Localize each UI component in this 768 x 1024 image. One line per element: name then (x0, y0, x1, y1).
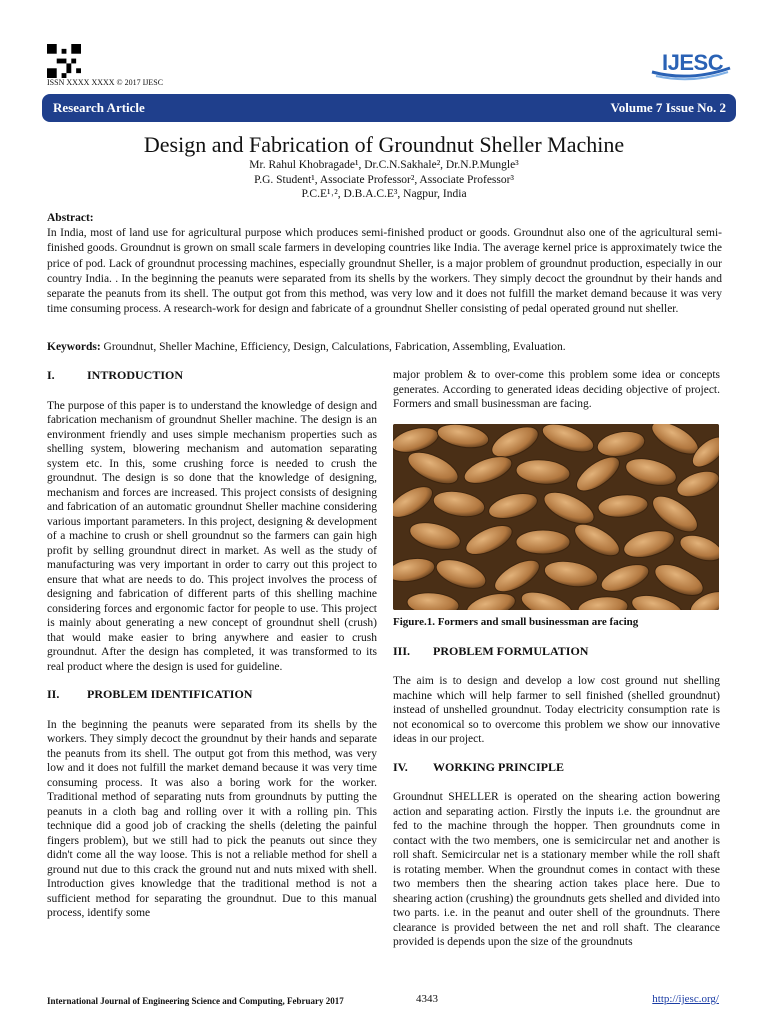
section-number: II. (47, 687, 60, 701)
section-title: PROBLEM FORMULATION (433, 643, 589, 658)
section-heading-problem-formulation (393, 644, 720, 659)
figure-caption: Figure.1. Formers and small businessman are facing (393, 616, 639, 628)
abstract (47, 211, 722, 317)
section-number: III. (393, 643, 411, 658)
article-type: Research Article (53, 100, 145, 115)
section-heading-working-principle (393, 760, 720, 775)
author-roles: P.G. Student¹, Associate Professor², Associate Professor³ (254, 173, 514, 186)
section-title: WORKING PRINCIPLE (433, 759, 565, 774)
groundnuts-photo (393, 424, 719, 610)
section-heading-problem-identification (47, 687, 377, 702)
problem-formulation-text: The aim is to design and develop a low cost ground nut shelling machine which will help farmer to sell finished (shelled groundnut) instead of unshelled groundnut. Today electricity consumption rate is not economical so to overcome this problem we show our innovative ideas in our project. (393, 675, 720, 745)
section-number: IV. (393, 759, 408, 774)
logo-text: IJESC (662, 50, 724, 75)
problem-continuation-text: major problem & to over-come this problem some idea or concepts generates. According to generated ideas deciding objective of project. Formers and small businessman are facing. (393, 369, 720, 410)
issn-line: ISSN XXXX XXXX © 2017 IJESC (47, 78, 164, 87)
working-principle-text: Groundnut SHELLER is operated on the shearing action bowering action and separating action. Firstly the inputs i.e. the groundnut are fed to the machine through the hopper. Then groundnuts come in contact with the two members, one is semicircular net and another is roll shaft. Semicircular net is a stationary member while the roll shaft is rotating member. When the groundnut comes in contact with these two members then the shearing action takes place here. Due to shearing action (crushing) the groundnuts gets shelled and divided into two parts. i.e. in the peanut and outer shell of the groundnuts. There clearance is provided between the net and roll shaft. The clearance provided is depends upon the size of the groundnuts (393, 791, 720, 948)
keywords (47, 341, 737, 353)
author-affiliation: P.C.E¹˒², D.B.A.C.E³, Nagpur, India (301, 188, 467, 200)
section-title: INTRODUCTION (87, 368, 184, 382)
keywords-label: Keywords: (47, 341, 101, 353)
keywords-text: Groundnut, Sheller Machine, Efficiency, Design, Calculations, Fabrication, Assembling, Evaluation. (103, 341, 566, 353)
section-title: PROBLEM IDENTIFICATION (87, 687, 253, 701)
footer-journal: International Journal of Engineering Science and Computing, February 2017 (47, 996, 344, 1006)
paper-title: Design and Fabrication of Groundnut Sheller Machine (143, 132, 625, 157)
section-heading-introduction (47, 368, 377, 383)
journal-logo (650, 50, 732, 82)
page-number: 4343 (416, 993, 438, 1005)
abstract-heading: Abstract: (47, 212, 94, 224)
problem-identification-text: In the beginning the peanuts were separated from its shells by the workers. They simply decoct the groundnut by their hands and separate the peanuts from its shell. The output got from this method, was very low and it does not fulfill the market demand because it was very time consuming process. It was also a boring work for the worker. Traditional method of separating nuts from groundnuts by putting the peanuts in a cloth bag and rolling over it with a rolling pin. This technique did a good job of cracking the shells (deleting the painful fingers problem), but we still had to pick the peanuts out since they didn't come all the way loose. This is not a reliable method for shell a ground nut due to this crack the ground nut and nuts mixed with shell. Introduction gives knowledge that the traditional method is not a sufficient method for separating the groundnut. Due to this manual process, identify some (47, 718, 377, 919)
abstract-text: In India, most of land use for agricultural purpose which produces semi-finished product or goods. Groundnut also one of the agricultural semi-finished goods. Groundnut is grown on small scale farmers in developing countries like India. The average kernel price is approximately twice the price of pod. Lack of groundnut processing machines, especially groundnut Sheller, is a major problem of groundnut production, especially in our country India. . In the beginning the peanuts were separated from its shells by the workers. They simply decoct the groundnut by their hands and separate the peanuts from its shell. The output got from this method, was very low and it does not fulfill the market demand because it was very time consuming process. A research-work for design and fabricate of a groundnut Sheller consisting of pedal operated ground nut sheller. (47, 227, 722, 316)
qr-code-icon (47, 44, 81, 78)
section-number: I. (47, 368, 55, 382)
volume-issue: Volume 7 Issue No. 2 (610, 100, 726, 115)
journal-url-link[interactable]: http://ijesc.org/ (652, 993, 719, 1005)
author-names: Mr. Rahul Khobragade¹, Dr.C.N.Sakhale², Dr.N.P.Mungle³ (249, 159, 519, 171)
left-column (47, 368, 377, 921)
right-column (393, 368, 720, 950)
author-block (0, 158, 768, 202)
introduction-text: The purpose of this paper is to understand the knowledge of design and fabrication mechanism of groundnut Sheller machine. The design is an environment friendly and uses simple mechanism properties such as shelling system, blowering mechanism and automation separating system etc. In this, some crushing force is needed to crush the groundnut. The design is so done that the knowledge of designing, mechanism and forces are increased. This project consists of designing and fabrication of an automatic groundnut Sheller machine considering various important parameters. In this project, designing & development of a machine to crush or shell groundnut so the farmers can gain high profit by selling groundnut direct in market. As well as the study of manufacturing was very important in order to carry out this project to ensure that what are needs to do. This project involves the process of designing and fabrication of different parts of this shelling machine considering forces and ergonomic factor for people to use. This project is mainly about generating a new concept of groundnut shell (crush) that would make easier to bring anywhere and easier to crush groundnut. After the design has completed, it was transformed to its real product where the design is used for guideline. (47, 399, 377, 673)
article-banner (42, 94, 736, 122)
